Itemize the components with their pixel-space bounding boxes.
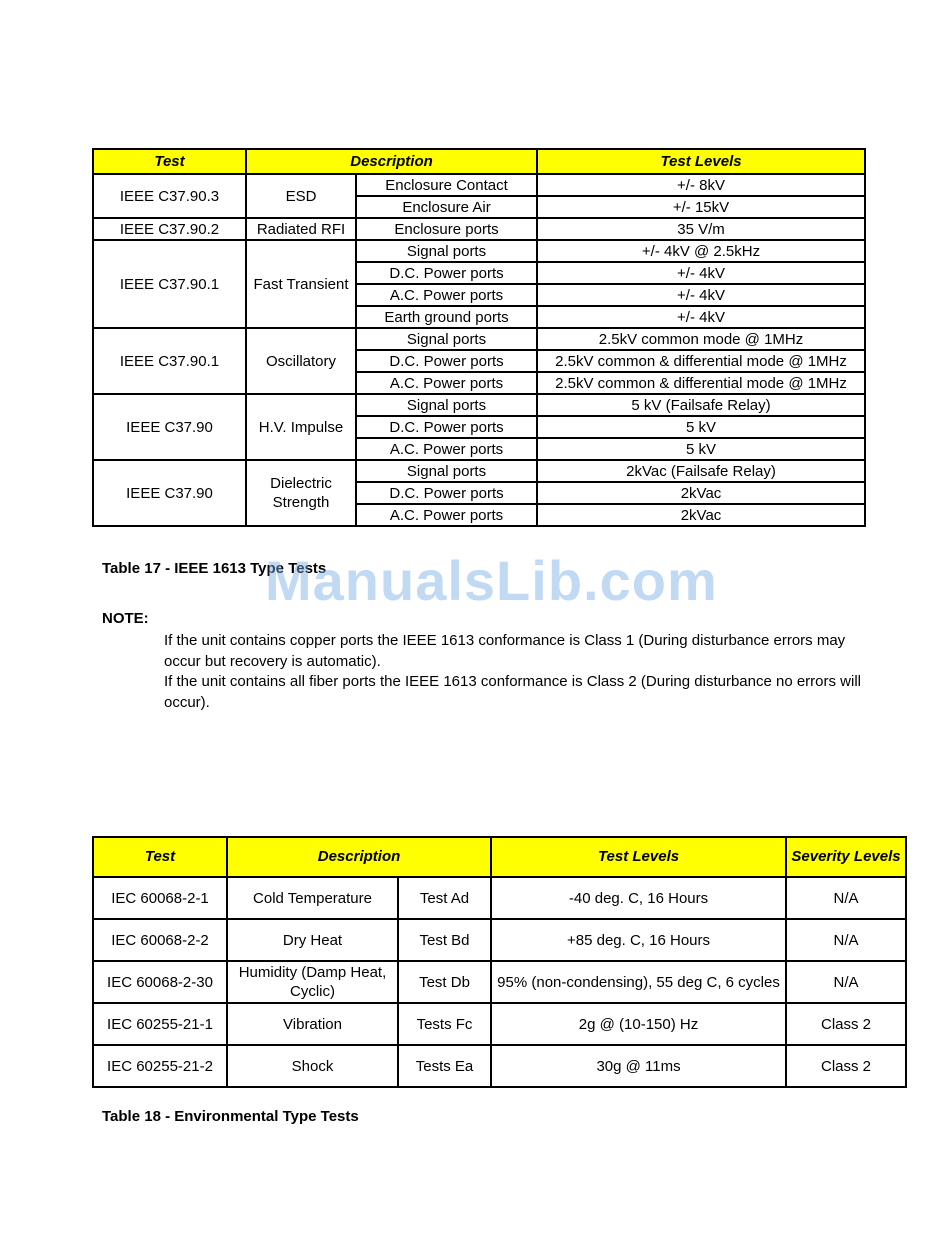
- col-header-test-levels: Test Levels: [491, 837, 786, 877]
- table-header-row: [93, 149, 865, 174]
- description-cell: Dry Heat: [227, 919, 398, 961]
- port-cell: Enclosure ports: [356, 218, 537, 240]
- level-cell: 2kVac: [537, 482, 865, 504]
- table-row: [93, 218, 865, 240]
- description-cell: Shock: [227, 1045, 398, 1087]
- col-header-description: Description: [246, 149, 537, 174]
- test-cell: IEC 60068-2-2: [93, 919, 227, 961]
- description-cell: Dielectric Strength: [246, 460, 356, 526]
- table-row: [93, 460, 865, 482]
- port-cell: D.C. Power ports: [356, 482, 537, 504]
- table-row: [93, 961, 906, 1003]
- test-cell: IEEE C37.90.2: [93, 218, 246, 240]
- description-cell: Radiated RFI: [246, 218, 356, 240]
- col-header-test-levels: Test Levels: [537, 149, 865, 174]
- table-18-caption: Table 18 - Environmental Type Tests: [102, 1108, 359, 1125]
- test-cell: IEEE C37.90.1: [93, 240, 246, 328]
- level-cell: 30g @ 11ms: [491, 1045, 786, 1087]
- port-cell: A.C. Power ports: [356, 438, 537, 460]
- test-id-cell: Test Ad: [398, 877, 491, 919]
- note-line-fiber: If the unit contains all fiber ports the IEEE 1613 conformance is Class 2 (During disturbance no errors will occur).: [164, 673, 862, 711]
- col-header-test: Test: [93, 149, 246, 174]
- table-row: [93, 328, 865, 350]
- test-cell: IEEE C37.90.3: [93, 174, 246, 218]
- severity-cell: Class 2: [786, 1003, 906, 1045]
- description-cell: H.V. Impulse: [246, 394, 356, 460]
- port-cell: A.C. Power ports: [356, 284, 537, 306]
- port-cell: A.C. Power ports: [356, 372, 537, 394]
- description-cell: Fast Transient: [246, 240, 356, 328]
- port-cell: Enclosure Air: [356, 196, 537, 218]
- level-cell: 2.5kV common & differential mode @ 1MHz: [537, 350, 865, 372]
- test-cell: IEC 60255-21-2: [93, 1045, 227, 1087]
- col-header-severity-levels: Severity Levels: [786, 837, 906, 877]
- severity-cell: Class 2: [786, 1045, 906, 1087]
- test-cell: IEC 60068-2-1: [93, 877, 227, 919]
- level-cell: +/- 15kV: [537, 196, 865, 218]
- table-row: [93, 1045, 906, 1087]
- level-cell: 2kVac: [537, 504, 865, 526]
- description-cell: Vibration: [227, 1003, 398, 1045]
- level-cell: +/- 4kV @ 2.5kHz: [537, 240, 865, 262]
- level-cell: 5 kV: [537, 438, 865, 460]
- test-cell: IEC 60068-2-30: [93, 961, 227, 1003]
- port-cell: D.C. Power ports: [356, 262, 537, 284]
- table-row: [93, 1003, 906, 1045]
- test-id-cell: Test Bd: [398, 919, 491, 961]
- description-cell: ESD: [246, 174, 356, 218]
- level-cell: 35 V/m: [537, 218, 865, 240]
- level-cell: 2.5kV common & differential mode @ 1MHz: [537, 372, 865, 394]
- description-cell: Cold Temperature: [227, 877, 398, 919]
- port-cell: A.C. Power ports: [356, 504, 537, 526]
- level-cell: 95% (non-condensing), 55 deg C, 6 cycles: [491, 961, 786, 1003]
- environmental-type-tests-table: [92, 836, 907, 1088]
- level-cell: +/- 8kV: [537, 174, 865, 196]
- description-cell: Humidity (Damp Heat, Cyclic): [227, 961, 398, 1003]
- level-cell: 2kVac (Failsafe Relay): [537, 460, 865, 482]
- manualslib-watermark: ManualsLib.com: [265, 549, 718, 612]
- severity-cell: N/A: [786, 961, 906, 1003]
- table-header-row: [93, 837, 906, 877]
- level-cell: -40 deg. C, 16 Hours: [491, 877, 786, 919]
- note-label: NOTE:: [102, 610, 149, 627]
- note-line-copper: If the unit contains copper ports the IEEE 1613 conformance is Class 1 (During disturbance errors may occur but recovery is automatic).: [164, 632, 846, 670]
- test-cell: IEC 60255-21-1: [93, 1003, 227, 1045]
- level-cell: 2g @ (10-150) Hz: [491, 1003, 786, 1045]
- table-17-caption: Table 17 - IEEE 1613 Type Tests: [102, 560, 327, 577]
- port-cell: Signal ports: [356, 328, 537, 350]
- severity-cell: N/A: [786, 877, 906, 919]
- table-row: [93, 174, 865, 196]
- port-cell: D.C. Power ports: [356, 416, 537, 438]
- col-header-description: Description: [227, 837, 491, 877]
- port-cell: Signal ports: [356, 394, 537, 416]
- description-cell: Oscillatory: [246, 328, 356, 394]
- level-cell: 2.5kV common mode @ 1MHz: [537, 328, 865, 350]
- level-cell: +/- 4kV: [537, 306, 865, 328]
- table-row: [93, 240, 865, 262]
- note-body: [164, 631, 864, 713]
- level-cell: 5 kV: [537, 416, 865, 438]
- ieee-1613-type-tests-table: [92, 148, 866, 527]
- severity-cell: N/A: [786, 919, 906, 961]
- level-cell: 5 kV (Failsafe Relay): [537, 394, 865, 416]
- level-cell: +/- 4kV: [537, 262, 865, 284]
- table-row: [93, 394, 865, 416]
- test-id-cell: Test Db: [398, 961, 491, 1003]
- port-cell: Signal ports: [356, 240, 537, 262]
- table-row: [93, 919, 906, 961]
- port-cell: D.C. Power ports: [356, 350, 537, 372]
- level-cell: +85 deg. C, 16 Hours: [491, 919, 786, 961]
- port-cell: Earth ground ports: [356, 306, 537, 328]
- test-cell: IEEE C37.90.1: [93, 328, 246, 394]
- table-row: [93, 877, 906, 919]
- col-header-test: Test: [93, 837, 227, 877]
- test-cell: IEEE C37.90: [93, 460, 246, 526]
- level-cell: +/- 4kV: [537, 284, 865, 306]
- test-id-cell: Tests Ea: [398, 1045, 491, 1087]
- port-cell: Enclosure Contact: [356, 174, 537, 196]
- test-cell: IEEE C37.90: [93, 394, 246, 460]
- port-cell: Signal ports: [356, 460, 537, 482]
- test-id-cell: Tests Fc: [398, 1003, 491, 1045]
